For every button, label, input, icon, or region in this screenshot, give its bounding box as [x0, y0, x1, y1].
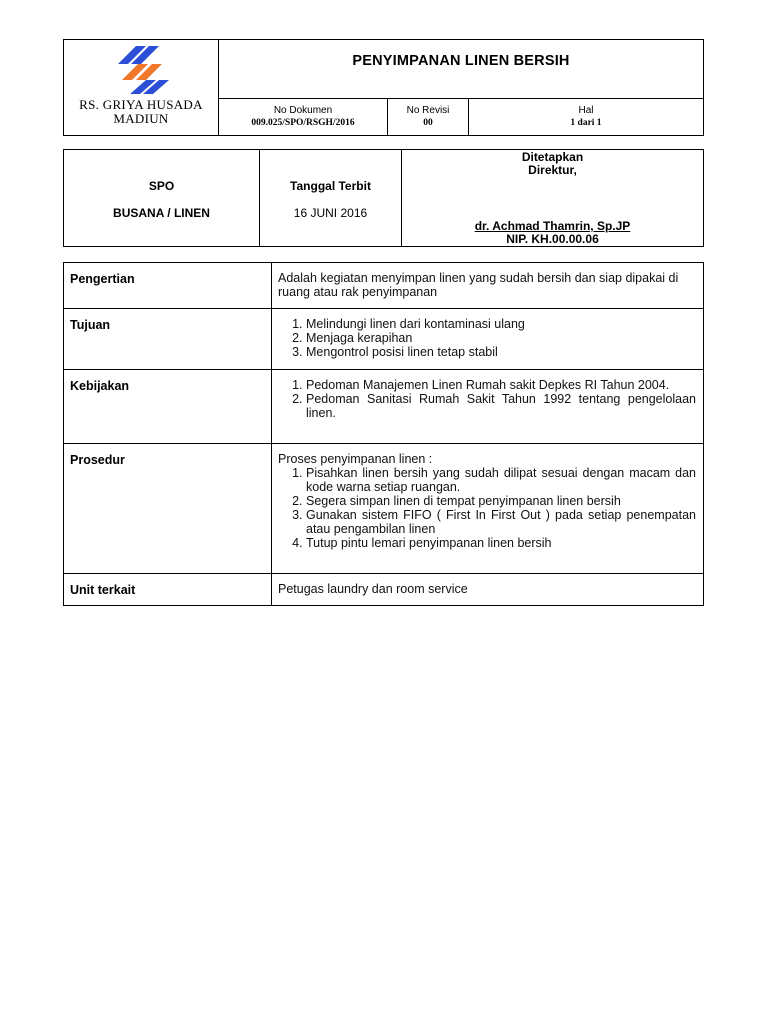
spo-content-table [63, 262, 704, 606]
pengertian-text: Adalah kegiatan menyimpan linen yang sudah bersih dan siap dipakai di ruang atau rak penyimpanan [272, 263, 704, 309]
prosedur-cell [272, 444, 704, 574]
document-title: PENYIMPANAN LINEN BERSIH [352, 53, 570, 69]
tujuan-list-cell [272, 309, 704, 370]
no-revisi-cell [388, 99, 469, 136]
tujuan-label: Tujuan [64, 309, 272, 370]
spo-cell [64, 150, 260, 247]
unit-terkait-row [64, 574, 704, 606]
prosedur-intro: Proses penyimpanan linen : [278, 452, 433, 466]
list-item: 1. Melindungi linen dari kontaminasi ulang [306, 317, 696, 331]
document-header-table [63, 39, 704, 136]
hospital-logo-icon [64, 40, 218, 98]
prosedur-list [278, 466, 696, 550]
no-dokumen-value: 009.025/SPO/RSGH/2016 [251, 118, 355, 128]
hal-cell [469, 99, 704, 136]
prosedur-label: Prosedur [64, 444, 272, 574]
tanggal-terbit-value: 16 JUNI 2016 [293, 206, 368, 220]
kebijakan-list-cell [272, 370, 704, 444]
no-revisi-label: No Revisi [406, 105, 450, 116]
tujuan-row [64, 309, 704, 370]
no-revisi-value: 00 [423, 118, 433, 128]
kebijakan-row [64, 370, 704, 444]
list-item: 3. Mengontrol posisi linen tetap stabil [306, 345, 696, 359]
signer-nip: NIP. KH.00.00.06 [506, 232, 599, 246]
kebijakan-label: Kebijakan [64, 370, 272, 444]
hospital-logo [64, 40, 218, 98]
pengertian-row [64, 263, 704, 309]
list-item: 2. Pedoman Sanitasi Rumah Sakit Tahun 1992 tentang pengelolaan linen. [306, 392, 696, 420]
direktur-label: Direktur, [528, 163, 577, 177]
director-approval-cell [402, 150, 704, 247]
hospital-logo-cell [64, 40, 219, 136]
spo-table [63, 149, 704, 247]
spo-category: BUSANA / LINEN [113, 206, 210, 220]
prosedur-row [64, 444, 704, 574]
list-item: 3. Gunakan sistem FIFO ( First In First Out ) pada setiap penempatan atau pengambilan linen [306, 508, 696, 536]
kebijakan-list [278, 378, 696, 420]
hal-label: Hal [578, 105, 594, 116]
list-item: 1. Pisahkan linen bersih yang sudah dilipat sesuai dengan macam dan kode warna setiap ruangan. [306, 466, 696, 494]
tujuan-list [278, 317, 696, 359]
ditetapkan-label: Ditetapkan [521, 150, 584, 164]
list-item: 2. Menjaga kerapihan [306, 331, 696, 345]
unit-terkait-text: Petugas laundry dan room service [272, 574, 704, 606]
unit-terkait-label: Unit terkait [64, 574, 272, 606]
signer-name: dr. Achmad Thamrin, Sp.JP [474, 219, 631, 233]
no-dokumen-cell [219, 99, 388, 136]
hospital-name-line1: RS. GRIYA HUSADA [79, 97, 203, 112]
list-item: 2. Segera simpan linen di tempat penyimpanan linen bersih [306, 494, 696, 508]
hospital-name-line2: MADIUN [113, 111, 169, 126]
hal-value: 1 dari 1 [570, 118, 602, 128]
no-dokumen-label: No Dokumen [273, 105, 333, 116]
tanggal-terbit-label: Tanggal Terbit [290, 179, 371, 193]
tanggal-terbit-cell [260, 150, 402, 247]
document-title-cell [219, 40, 704, 99]
list-item: 4. Tutup pintu lemari penyimpanan linen bersih [306, 536, 696, 550]
spo-label: SPO [148, 179, 175, 193]
list-item: 1. Pedoman Manajemen Linen Rumah sakit Depkes RI Tahun 2004. [306, 378, 696, 392]
pengertian-label: Pengertian [64, 263, 272, 309]
